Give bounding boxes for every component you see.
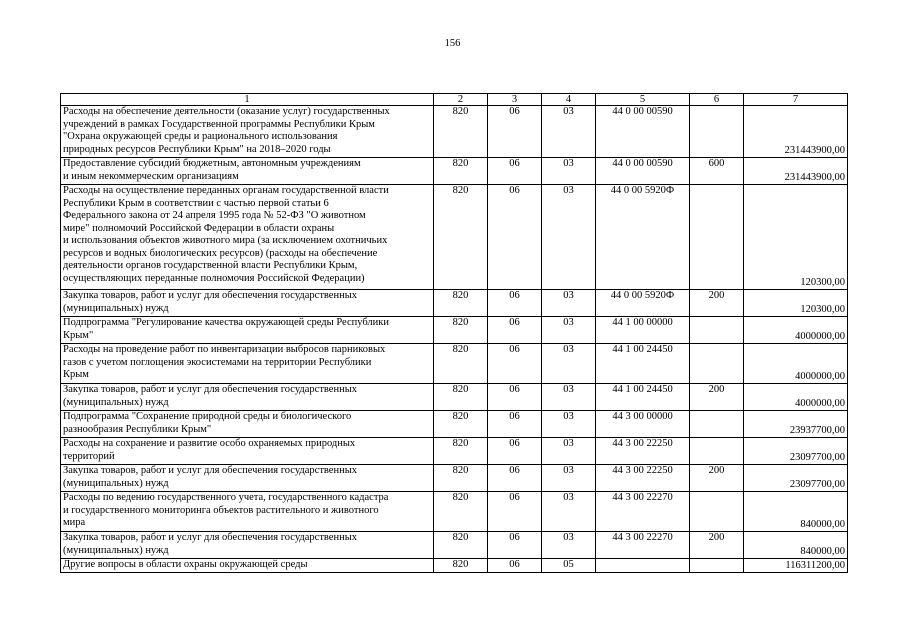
- table-row: [61, 106, 848, 158]
- row-expense-type: 600: [690, 158, 744, 185]
- header-col-7: 7: [744, 94, 848, 106]
- table-row: [61, 465, 848, 492]
- row-ministry-code: 820: [434, 158, 488, 185]
- row-description: Расходы на проведение работ по инвентаризации выбросов парниковых газов с учетом поглощения экосистемами на территории Республики Крым: [61, 344, 434, 384]
- row-target-article: [596, 559, 690, 573]
- header-col-4: 4: [542, 94, 596, 106]
- table-row: [61, 317, 848, 344]
- row-target-article: 44 1 00 24450: [596, 344, 690, 384]
- row-subsection-code: 03: [542, 106, 596, 158]
- row-amount: 4000000,00: [744, 344, 848, 384]
- row-target-article: 44 3 00 22250: [596, 465, 690, 492]
- table-row: [61, 532, 848, 559]
- budget-table: [60, 93, 848, 573]
- row-ministry-code: 820: [434, 344, 488, 384]
- table-row: [61, 438, 848, 465]
- row-amount: 116311200,00: [744, 559, 848, 573]
- header-col-2: 2: [434, 94, 488, 106]
- row-section-code: 06: [488, 158, 542, 185]
- table-row: [61, 384, 848, 411]
- row-subsection-code: 03: [542, 185, 596, 290]
- row-subsection-code: 03: [542, 492, 596, 532]
- row-expense-type: 200: [690, 290, 744, 317]
- row-target-article: 44 3 00 22270: [596, 532, 690, 559]
- table-row: [61, 290, 848, 317]
- row-ministry-code: 820: [434, 384, 488, 411]
- row-amount: 23097700,00: [744, 465, 848, 492]
- row-amount: 4000000,00: [744, 384, 848, 411]
- row-description: Подпрограмма "Сохранение природной среды и биологического разнообразия Республики Крым": [61, 411, 434, 438]
- row-expense-type: [690, 106, 744, 158]
- row-ministry-code: 820: [434, 290, 488, 317]
- page-number: 156: [444, 38, 461, 49]
- header-col-5: 5: [596, 94, 690, 106]
- table-body: [61, 106, 848, 573]
- row-ministry-code: 820: [434, 532, 488, 559]
- row-target-article: 44 0 00 5920Ф: [596, 185, 690, 290]
- row-expense-type: 200: [690, 384, 744, 411]
- row-description: Расходы на обеспечение деятельности (оказание услуг) государственных учреждений в рамках Государственной программы Республики Крым "Охрана окружающей среды и рационального использования природных ресурсов Республики Крым" на 2018–2020 годы: [61, 106, 434, 158]
- row-description: Закупка товаров, работ и услуг для обеспечения государственных (муниципальных) нужд: [61, 532, 434, 559]
- row-subsection-code: 03: [542, 290, 596, 317]
- header-row: [61, 94, 848, 106]
- row-ministry-code: 820: [434, 559, 488, 573]
- row-amount: 231443900,00: [744, 158, 848, 185]
- row-amount: 840000,00: [744, 492, 848, 532]
- row-amount: 120300,00: [744, 290, 848, 317]
- row-amount: 231443900,00: [744, 106, 848, 158]
- row-target-article: 44 3 00 00000: [596, 411, 690, 438]
- row-expense-type: [690, 411, 744, 438]
- row-description: Расходы на сохранение и развитие особо охраняемых природных территорий: [61, 438, 434, 465]
- row-section-code: 06: [488, 384, 542, 411]
- table-row: [61, 559, 848, 573]
- row-expense-type: [690, 492, 744, 532]
- row-section-code: 06: [488, 532, 542, 559]
- row-subsection-code: 05: [542, 559, 596, 573]
- row-ministry-code: 820: [434, 438, 488, 465]
- row-amount: 23937700,00: [744, 411, 848, 438]
- row-subsection-code: 03: [542, 465, 596, 492]
- row-expense-type: [690, 317, 744, 344]
- row-description: Другие вопросы в области охраны окружающей среды: [61, 559, 434, 573]
- table-row: [61, 344, 848, 384]
- row-subsection-code: 03: [542, 384, 596, 411]
- row-expense-type: [690, 559, 744, 573]
- row-expense-type: [690, 438, 744, 465]
- row-section-code: 06: [488, 411, 542, 438]
- row-section-code: 06: [488, 465, 542, 492]
- row-ministry-code: 820: [434, 465, 488, 492]
- row-section-code: 06: [488, 492, 542, 532]
- row-amount: 23097700,00: [744, 438, 848, 465]
- row-section-code: 06: [488, 185, 542, 290]
- row-target-article: 44 0 00 00590: [596, 106, 690, 158]
- row-expense-type: [690, 344, 744, 384]
- row-expense-type: [690, 185, 744, 290]
- table-row: [61, 185, 848, 290]
- header-col-6: 6: [690, 94, 744, 106]
- row-description: Предоставление субсидий бюджетным, автономным учреждениям и иным некоммерческим организациям: [61, 158, 434, 185]
- row-description: Расходы на осуществление переданных органам государственной власти Республики Крым в соответствии с частью первой статьи 6 Федерального закона от 24 апреля 1995 года № 52-ФЗ "О животном мире" полномочий Российской Федерации в области охраны и использования объектов животного мира (за исключением охотничьих ресурсов и водных биологических ресурсов) (расходы на обеспечение деятельности органов государственной власти Республики Крым, осуществляющих переданные полномочия Российской Федерации): [61, 185, 434, 290]
- row-description: Расходы по ведению государственного учета, государственного кадастра и государственного мониторинга объектов растительного и животного мира: [61, 492, 434, 532]
- row-section-code: 06: [488, 559, 542, 573]
- row-ministry-code: 820: [434, 317, 488, 344]
- header-col-1: 1: [61, 94, 434, 106]
- row-expense-type: 200: [690, 465, 744, 492]
- row-target-article: 44 3 00 22250: [596, 438, 690, 465]
- row-ministry-code: 820: [434, 106, 488, 158]
- header-col-3: 3: [488, 94, 542, 106]
- row-subsection-code: 03: [542, 532, 596, 559]
- row-subsection-code: 03: [542, 317, 596, 344]
- row-description: Закупка товаров, работ и услуг для обеспечения государственных (муниципальных) нужд: [61, 465, 434, 492]
- row-target-article: 44 0 00 5920Ф: [596, 290, 690, 317]
- row-subsection-code: 03: [542, 438, 596, 465]
- table-row: [61, 411, 848, 438]
- row-description: Закупка товаров, работ и услуг для обеспечения государственных (муниципальных) нужд: [61, 384, 434, 411]
- row-subsection-code: 03: [542, 158, 596, 185]
- row-section-code: 06: [488, 344, 542, 384]
- row-target-article: 44 1 00 00000: [596, 317, 690, 344]
- row-amount: 120300,00: [744, 185, 848, 290]
- row-amount: 840000,00: [744, 532, 848, 559]
- row-section-code: 06: [488, 106, 542, 158]
- row-section-code: 06: [488, 290, 542, 317]
- row-target-article: 44 1 00 24450: [596, 384, 690, 411]
- row-ministry-code: 820: [434, 411, 488, 438]
- row-section-code: 06: [488, 438, 542, 465]
- row-ministry-code: 820: [434, 185, 488, 290]
- row-description: Закупка товаров, работ и услуг для обеспечения государственных (муниципальных) нужд: [61, 290, 434, 317]
- row-subsection-code: 03: [542, 411, 596, 438]
- row-description: Подпрограмма "Регулирование качества окружающей среды Республики Крым": [61, 317, 434, 344]
- row-ministry-code: 820: [434, 492, 488, 532]
- table-row: [61, 158, 848, 185]
- row-expense-type: 200: [690, 532, 744, 559]
- row-subsection-code: 03: [542, 344, 596, 384]
- row-target-article: 44 0 00 00590: [596, 158, 690, 185]
- row-target-article: 44 3 00 22270: [596, 492, 690, 532]
- row-amount: 4000000,00: [744, 317, 848, 344]
- row-section-code: 06: [488, 317, 542, 344]
- table-row: [61, 492, 848, 532]
